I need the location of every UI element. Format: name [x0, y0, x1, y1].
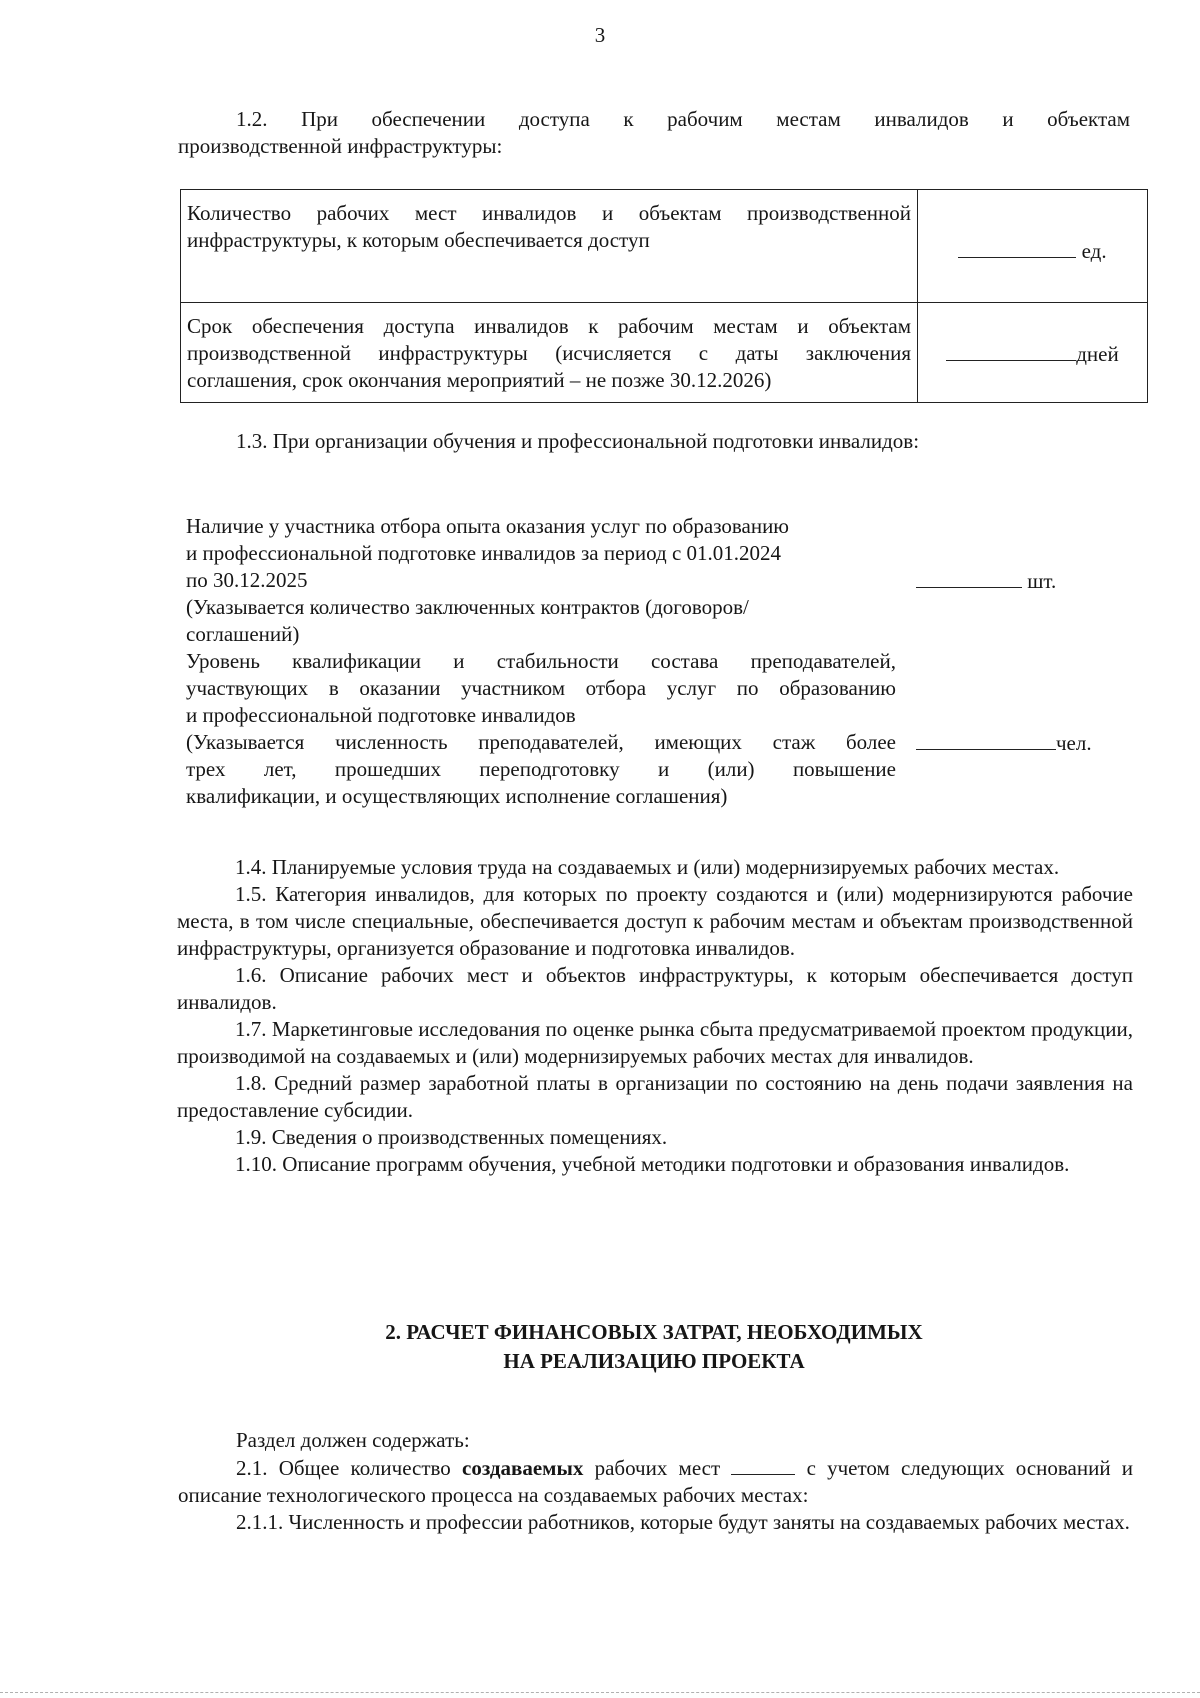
table-row [181, 190, 1148, 303]
qualification-line: и профессиональной подготовке инвалидов [186, 703, 576, 727]
qualification-line: квалификации, и осуществляющих исполнение соглашения) [186, 784, 728, 808]
experience-unit: шт. [1027, 569, 1057, 593]
section-2-intro: Раздел должен содержать: [236, 1428, 470, 1452]
section-1-2-line2: производственной инфраструктуры: [178, 134, 503, 158]
section-2-1-end: с учетом следующих оснований и описание технологического процесса на создаваемых рабочих местах: [178, 1456, 1133, 1507]
section-2-heading [178, 1319, 1130, 1377]
experience-line: (Указывается количество заключенных контрактов (договоров/ [186, 595, 749, 619]
section-1-2-line1: 1.2. При обеспечении доступа к рабочим местам инвалидов и объектам [236, 107, 1130, 131]
workplaces-count-blank [958, 237, 1076, 258]
qualification-unit: чел. [1056, 731, 1092, 755]
training-info-block [186, 513, 1126, 810]
access-term-label: Срок обеспечения доступа инвалидов к рабочим местам и объектам производственной инфраструктуры (исчисляется с даты заключения соглашения, срок окончания мероприятий – не позже 30.12.2026) [181, 303, 918, 403]
access-table [180, 189, 1148, 403]
access-term-value [918, 303, 1148, 403]
access-term-unit: дней [1076, 341, 1119, 366]
experience-line: соглашений) [186, 622, 300, 646]
qualification-line: участвующих в оказании участником отбора услуг по образованию [186, 676, 896, 700]
section-2-body [178, 1427, 1133, 1536]
section-1-4: 1.4. Планируемые условия труда на создаваемых и (или) модернизируемых рабочих местах. [235, 855, 1060, 879]
qualification-line: Уровень квалификации и стабильности состава преподавателей, [186, 649, 896, 673]
section-1-3-text: 1.3. При организации обучения и профессиональной подготовки инвалидов: [236, 429, 920, 453]
scan-edge-line [0, 1692, 1200, 1693]
section-1-10: 1.10. Описание программ обучения, учебной методики подготовки и образования инвалидов. [235, 1152, 1070, 1176]
experience-line: и профессиональной подготовке инвалидов за период с 01.01.2024 [186, 541, 782, 565]
section-2-1-start: 2.1. Общее количество [236, 1456, 463, 1480]
workplaces-count-unit: ед. [1081, 239, 1107, 263]
section-1-3 [178, 428, 1130, 455]
qualification-value [916, 729, 1092, 757]
section-2-1-bold: создаваемых [462, 1456, 584, 1480]
section-1-2 [178, 106, 1130, 160]
qualification-line: трех лет, прошедших переподготовку и (или) повышение [186, 757, 896, 781]
experience-value [916, 567, 1056, 595]
experience-blank [916, 567, 1022, 588]
section-2-heading-line1: 2. РАСЧЕТ ФИНАНСОВЫХ ЗАТРАТ, НЕОБХОДИМЫХ [385, 1320, 923, 1344]
sections-1-4-to-1-10 [177, 854, 1133, 1178]
qualification-line: (Указывается численность преподавателей, имеющих стаж более [186, 730, 896, 754]
section-1-8: 1.8. Средний размер заработной платы в организации по состоянию на день подачи заявления на предоставление субсидии. [177, 1071, 1133, 1122]
section-1-5: 1.5. Категория инвалидов, для которых по проекту создаются и (или) модернизируются рабочие места, в том числе специальные, обеспечивается доступ к рабочим местам и объектам производственной инфраструктуры, организуется образование и подготовка инвалидов. [177, 882, 1133, 960]
page-number: 3 [594, 23, 606, 47]
section-2-heading-line2: НА РЕАЛИЗАЦИЮ ПРОЕКТА [503, 1349, 805, 1373]
workplaces-count-value [918, 190, 1148, 303]
section-2-1-mid: рабочих мест [583, 1456, 732, 1480]
section-1-9: 1.9. Сведения о производственных помещениях. [235, 1125, 668, 1149]
qualification-blank [916, 729, 1056, 750]
access-term-blank [946, 340, 1076, 361]
section-2-1-1: 2.1.1. Численность и профессии работников, которые будут заняты на создаваемых рабочих местах. [236, 1510, 1130, 1534]
table-row [181, 303, 1148, 403]
workplaces-created-blank [731, 1454, 795, 1475]
experience-line: Наличие у участника отбора опыта оказания услуг по образованию [186, 514, 789, 538]
experience-line: по 30.12.2025 [186, 568, 308, 592]
section-2-1 [178, 1454, 1133, 1509]
section-1-6: 1.6. Описание рабочих мест и объектов инфраструктуры, к которым обеспечивается доступ инвалидов. [177, 963, 1133, 1014]
workplaces-count-label: Количество рабочих мест инвалидов и объектам производственной инфраструктуры, к которым обеспечивается доступ [181, 190, 918, 303]
section-1-7: 1.7. Маркетинговые исследования по оценке рынка сбыта предусматриваемой проектом продукции, производимой на создаваемых и (или) модернизируемых рабочих местах для инвалидов. [177, 1017, 1133, 1068]
